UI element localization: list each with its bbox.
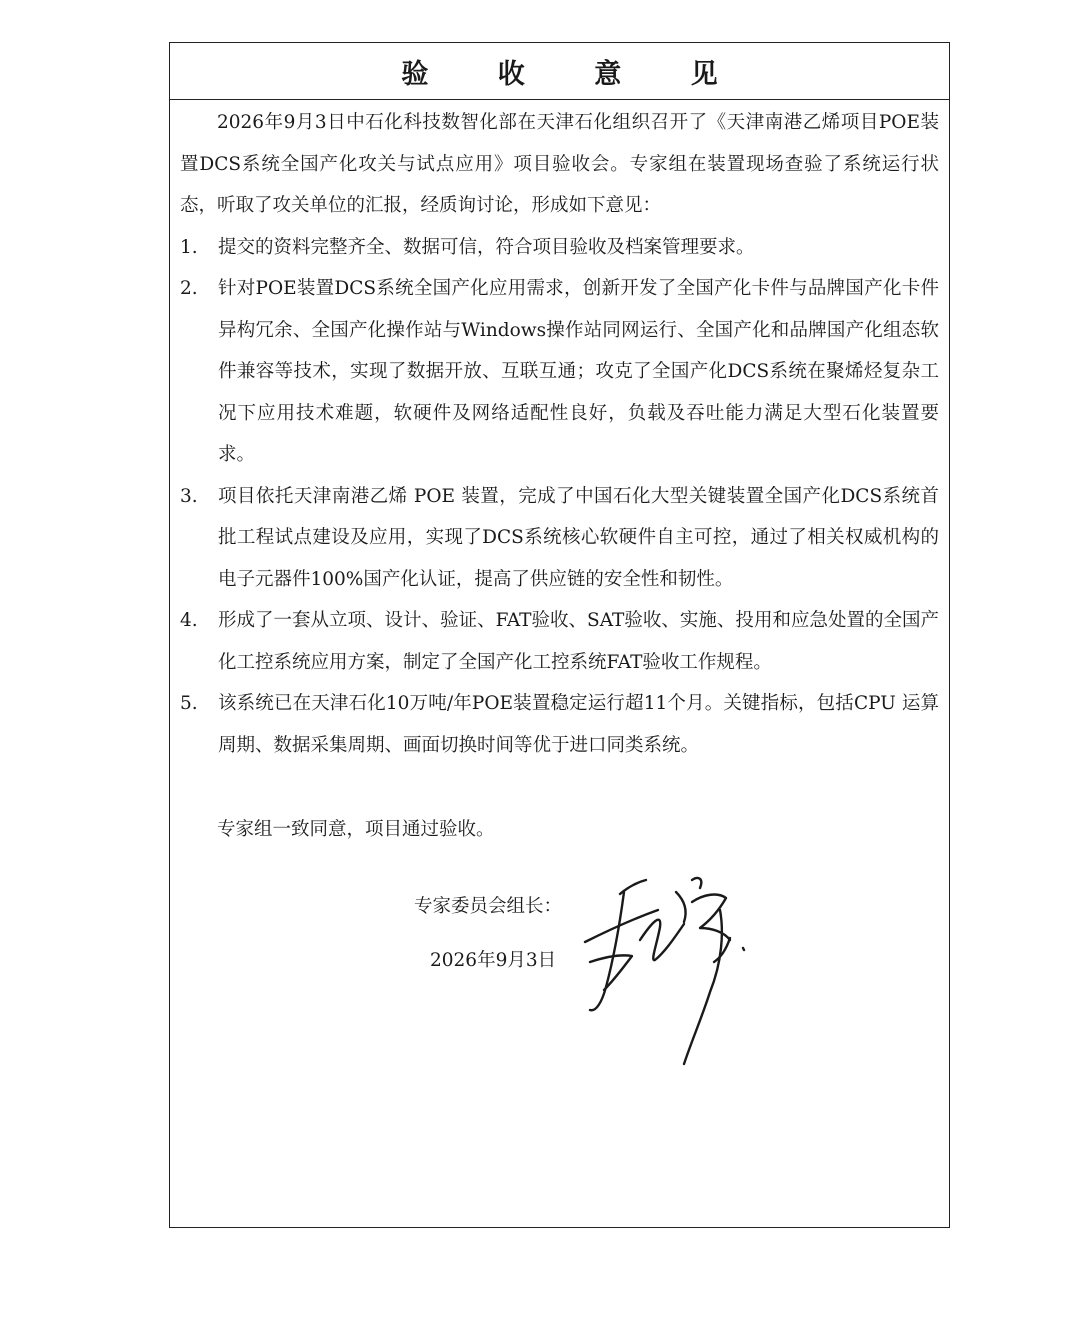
item-number: 3. [180, 485, 198, 507]
opinion-list [180, 227, 939, 767]
signer-line [414, 880, 562, 934]
list-item [180, 683, 939, 766]
list-item [180, 476, 939, 601]
item-number: 4. [180, 610, 198, 631]
list-item [180, 600, 939, 683]
item-text: 针对POE装置DCS系统全国产化应用需求，创新开发了全国产化卡件与品牌国产化卡件异构冗余、全国产化操作站与Windows操作站同网运行、全国产化和品牌国产化组态软件兼容等技术，实现了数据开放、互联互通；攻克了全国产化DCS系统在聚烯烃复杂工况下应用技术难题，软硬件及网络适配性良好，负载及吞吐能力满足大型石化装置要求。 [218, 278, 939, 465]
item-number: 1. [180, 236, 198, 258]
sign-date-line [414, 934, 562, 988]
list-item [180, 268, 939, 476]
signature-block [414, 880, 562, 988]
item-text: 形成了一套从立项、设计、验证、FAT验收、SAT验收、实施、投用和应急处置的全国产化工控系统应用方案，制定了全国产化工控系统FAT验收工作规程。 [218, 610, 939, 673]
sign-date: 2026年9月3日 [430, 950, 557, 971]
content-body [170, 100, 949, 851]
page-title: 验 收 意 见 [401, 58, 748, 90]
item-number: 5. [180, 693, 198, 714]
signer-label: 专家委员会组长： [414, 896, 563, 917]
conclusion-text: 专家组一致同意，项目通过验收。 [217, 819, 495, 840]
handwritten-signature [580, 832, 750, 1077]
item-number: 2. [180, 278, 198, 299]
item-text: 提交的资料完整齐全、数据可信，符合项目验收及档案管理要求。 [218, 236, 755, 258]
intro-paragraph: 2026年9月3日中石化科技数智化部在天津石化组织召开了《天津南港乙烯项目POE装置DCS系统全国产化攻关与试点应用》项目验收会。专家组在装置现场查验了系统运行状态，听取了攻关单位的汇报，经质询讨论，形成如下意见： [180, 112, 939, 216]
title-row [170, 43, 949, 100]
acceptance-form [169, 42, 950, 1228]
item-text: 该系统已在天津石化10万吨/年POE装置稳定运行超11个月。关键指标，包括CPU 运算周期、数据采集周期、画面切换时间等优于进口同类系统。 [218, 693, 939, 756]
list-item [180, 227, 939, 269]
item-text: 项目依托天津南港乙烯 POE 装置，完成了中国石化大型关键装置全国产化DCS系统首批工程试点建设及应用，实现了DCS系统核心软硬件自主可控，通过了相关权威机构的电子元器件100%国产化认证，提高了供应链的安全性和韧性。 [218, 485, 939, 590]
